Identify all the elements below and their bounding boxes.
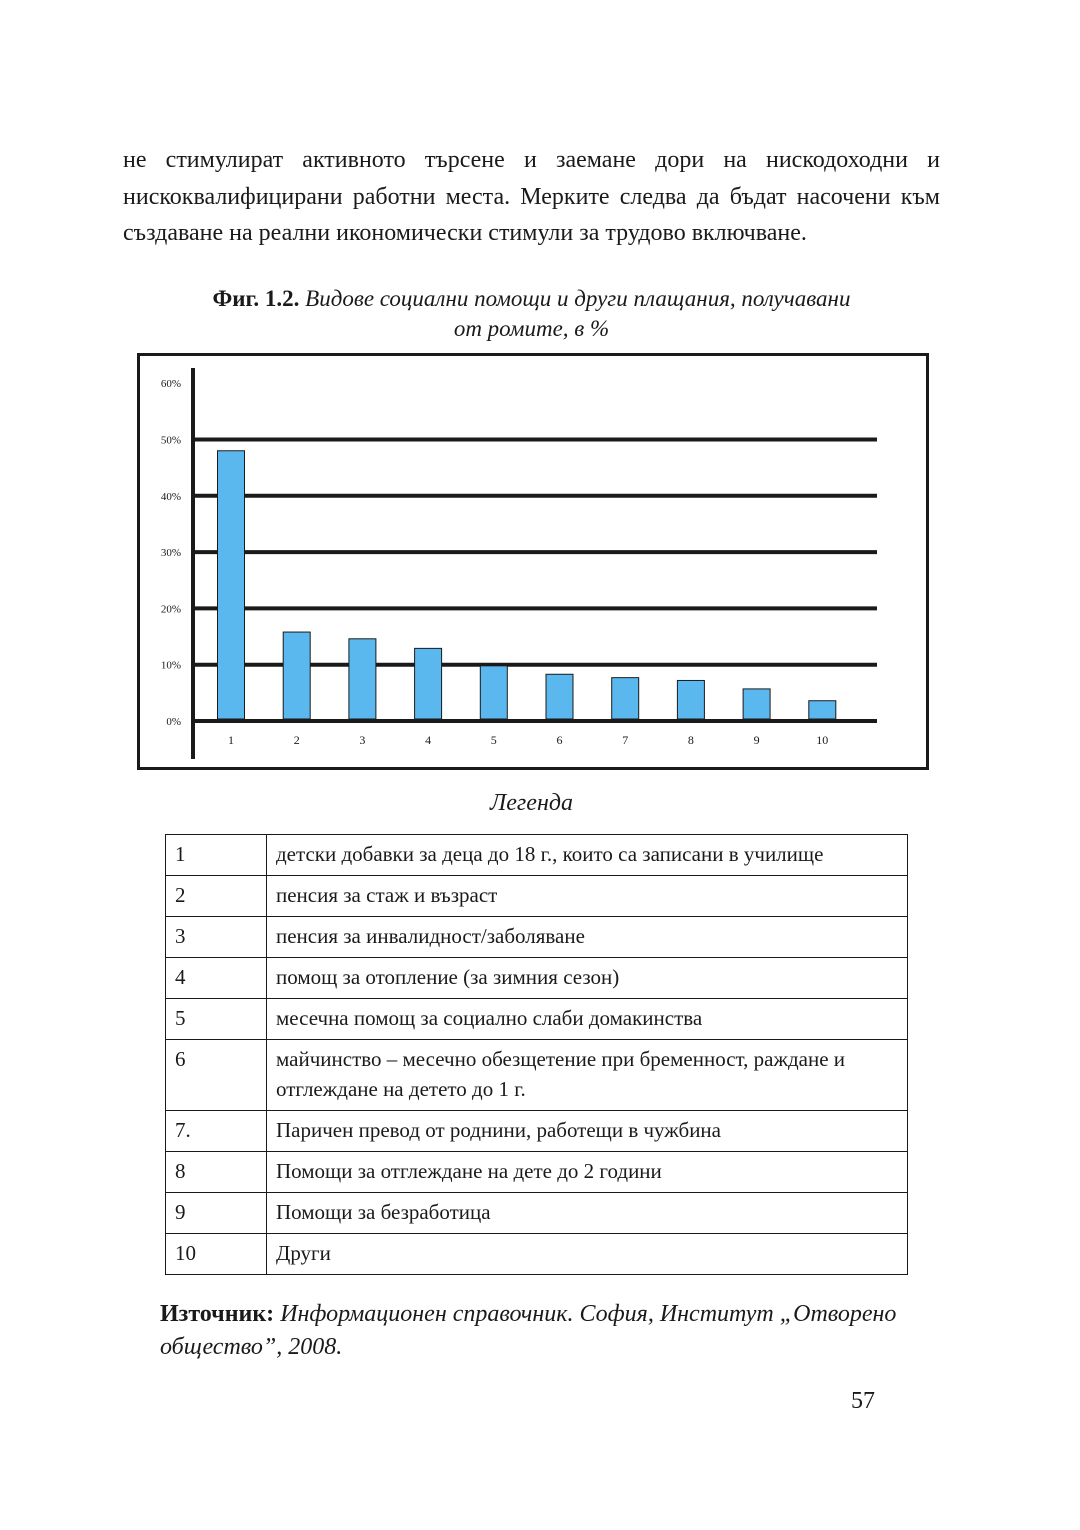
legend-description: Помощи за отглеждане на дете до 2 години — [267, 1152, 908, 1193]
legend-row — [166, 917, 908, 958]
legend-row — [166, 835, 908, 876]
bar — [546, 674, 573, 719]
x-tick-label: 5 — [490, 733, 497, 747]
legend-row — [166, 958, 908, 999]
legend-description: месечна помощ за социално слаби домакинства — [267, 999, 908, 1040]
legend-number: 8 — [166, 1152, 267, 1193]
bar — [809, 701, 836, 719]
bar — [612, 678, 639, 719]
y-tick-label: 50% — [160, 434, 181, 447]
legend-row — [166, 1111, 908, 1152]
legend-row — [166, 876, 908, 917]
legend-number: 5 — [166, 999, 267, 1040]
bar-chart — [140, 356, 926, 767]
legend-title: Легенда — [490, 790, 573, 816]
legend-row — [166, 1193, 908, 1234]
legend-description: пенсия за инвалидност/заболяване — [267, 917, 908, 958]
legend-row — [166, 999, 908, 1040]
chart-frame — [137, 353, 929, 770]
bar — [677, 680, 704, 719]
x-tick-label: 9 — [753, 733, 760, 747]
source-text: Информационен справочник. София, Институт „Отворено общество”, 2008. — [160, 1301, 897, 1360]
legend-description: Паричен превод от роднини, работещи в чужбина — [267, 1111, 908, 1152]
bar — [743, 689, 770, 719]
legend-row — [166, 1152, 908, 1193]
legend-description: помощ за отопление (за зимния сезон) — [267, 958, 908, 999]
source-note — [160, 1298, 920, 1364]
legend-description: Други — [267, 1234, 908, 1275]
legend-row — [166, 1234, 908, 1275]
x-tick-label: 10 — [816, 733, 829, 747]
legend-number: 1 — [166, 835, 267, 876]
y-tick-label: 60% — [160, 378, 181, 391]
figure-label: Фиг. 1.2. — [212, 286, 300, 311]
legend-number: 3 — [166, 917, 267, 958]
x-tick-label: 2 — [293, 733, 300, 747]
x-tick-label: 8 — [687, 733, 694, 747]
legend-number: 2 — [166, 876, 267, 917]
legend-number: 7. — [166, 1111, 267, 1152]
bar — [218, 451, 245, 719]
figure-title-line1: Видове социални помощи и други плащания, получавани — [305, 286, 851, 311]
legend-description: майчинство – месечно обезщетение при бременност, раждане и отглеждане на детето до 1 г. — [267, 1040, 908, 1111]
bar — [480, 666, 507, 719]
page-number: 57 — [851, 1388, 875, 1414]
x-tick-label: 1 — [228, 733, 234, 747]
y-tick-label: 10% — [160, 659, 181, 672]
legend-description: Помощи за безработица — [267, 1193, 908, 1234]
legend-table — [165, 834, 908, 1275]
source-label: Източник: — [160, 1301, 275, 1327]
figure-title-line2: от ромите, в % — [453, 316, 610, 341]
y-tick-label: 40% — [160, 490, 181, 503]
x-tick-label: 3 — [359, 733, 366, 747]
legend-number: 4 — [166, 958, 267, 999]
x-tick-label: 6 — [556, 733, 563, 747]
legend-row — [166, 1040, 908, 1111]
x-tick-label: 7 — [622, 733, 629, 747]
y-tick-label: 30% — [160, 547, 181, 560]
body-paragraph: не стимулират активното търсене и заемане дори на нискодоходни и нискоквалифицирани работни места. Мерките следва да бъдат насочени към създаване на реални икономически стимули за трудово включване. — [123, 147, 940, 246]
legend-number: 10 — [166, 1234, 267, 1275]
bar — [415, 648, 442, 719]
x-tick-label: 4 — [425, 733, 432, 747]
legend-description: детски добавки за деца до 18 г., които са записани в училище — [267, 835, 908, 876]
legend-description: пенсия за стаж и възраст — [267, 876, 908, 917]
y-tick-label: 0% — [166, 716, 181, 728]
bar — [349, 639, 376, 719]
figure-caption — [123, 284, 940, 344]
bar — [283, 632, 310, 719]
y-tick-label: 20% — [160, 603, 181, 616]
legend-number: 9 — [166, 1193, 267, 1234]
legend-number: 6 — [166, 1040, 267, 1111]
